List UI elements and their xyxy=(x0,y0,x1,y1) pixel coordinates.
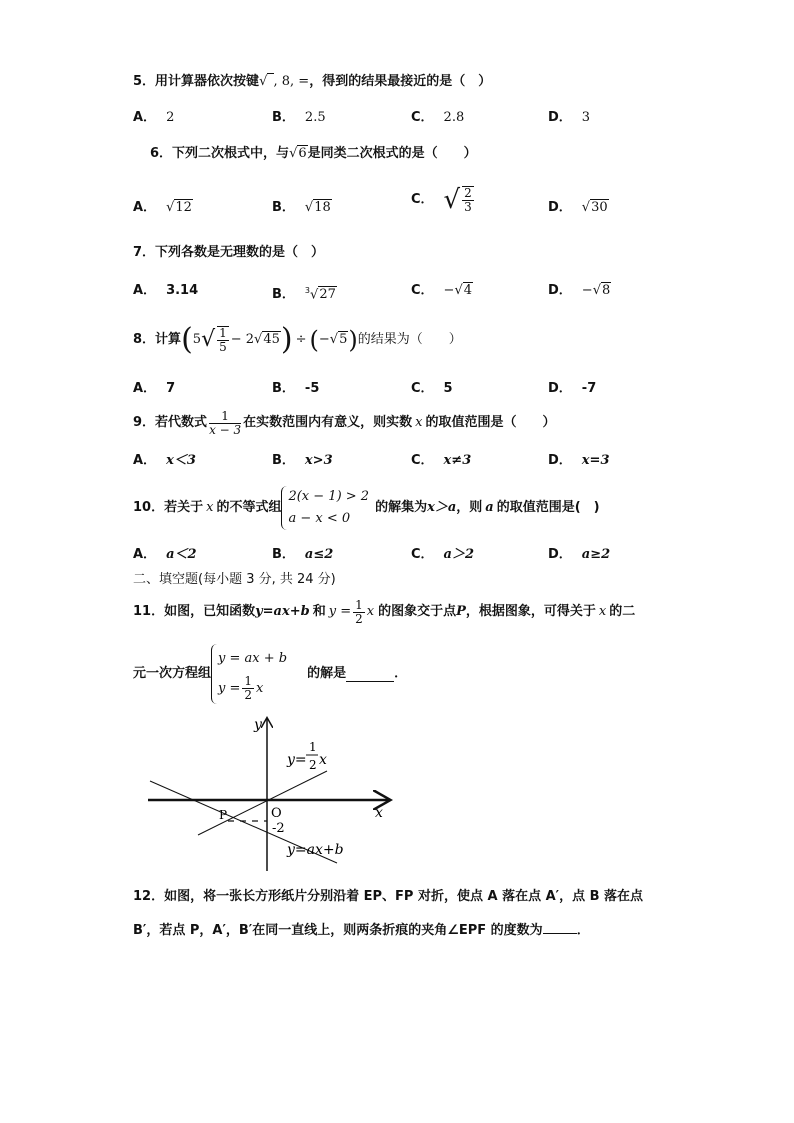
q7-stem: 7．下列各数是无理数的是（ ） xyxy=(133,245,325,260)
q10-stem: 10．若关于 x 的不等式组 2(x − 1) > 2 a − x < 0 的解集为x＞a，则 a 的取值范围是( ) xyxy=(133,484,600,532)
q12-answer-blank[interactable] xyxy=(543,920,577,934)
q9-number: 9． xyxy=(133,415,156,430)
q11-graph-figure xyxy=(140,713,400,873)
origin-label: O xyxy=(271,806,282,821)
q7-option-d[interactable]: D． −√8 xyxy=(548,283,611,298)
line1-label-num: 1 xyxy=(309,740,317,754)
q6-option-d[interactable]: D． √30 xyxy=(548,200,608,215)
q10-option-c[interactable]: C． a＞2 xyxy=(411,547,475,562)
q8-option-d[interactable]: D． -7 xyxy=(548,381,597,396)
q10-option-d[interactable]: D． a≥2 xyxy=(548,547,611,562)
q11-stem-line2: 元一次方程组 y = ax + b y = $\frac{1}{2}$ x 的解是 ． xyxy=(133,642,407,706)
q6-number: 6． xyxy=(150,146,173,161)
q10-option-a[interactable]: A． a＜2 xyxy=(133,547,197,562)
point-p-label: P xyxy=(219,808,228,822)
line-half-x xyxy=(198,771,327,835)
q5-stem xyxy=(133,73,491,91)
q8-stem: 8．计算(5√ $\frac{1}{5}$ − 2√45) ÷ (−√5)的结果为（ ） xyxy=(133,322,462,357)
q6-option-c[interactable]: C． √ $\frac{2}{3}$ xyxy=(411,185,472,215)
q11-stem-line1: 11．如图，已知函数y=ax+b 和 y = $\frac{1}{2}$ x 的图象交于点P，根据图象，可得关于 x 的二 xyxy=(133,597,636,626)
q9-option-c[interactable]: C． x≠3 xyxy=(411,453,472,468)
q7-option-c[interactable]: C． −√4 xyxy=(411,283,473,298)
x-axis-label: x xyxy=(375,805,383,821)
q5-option-a[interactable]: A． 2 xyxy=(133,110,175,125)
q7-number: 7． xyxy=(133,245,156,260)
q9-option-b[interactable]: B． x>3 xyxy=(272,453,333,468)
q7-option-b[interactable]: B． $^3$√27 xyxy=(272,286,336,303)
q5-number: 5． xyxy=(133,74,156,89)
q8-option-b[interactable]: B． -5 xyxy=(272,381,320,396)
q5-option-b[interactable]: B． 2.5 xyxy=(272,110,326,125)
q10-option-b[interactable]: B． a≤2 xyxy=(272,547,334,562)
q9-option-a[interactable]: A． x＜3 xyxy=(133,453,196,468)
q10-inequality-system: 2(x − 1) > 2 a − x < 0 xyxy=(281,486,369,530)
q5-keys: , 8, = xyxy=(273,74,310,89)
q8-option-a[interactable]: A． 7 xyxy=(133,381,176,396)
y-intercept-label: -2 xyxy=(272,821,285,836)
q12-number: 12． xyxy=(133,889,165,904)
q6-option-b[interactable]: B． √18 xyxy=(272,200,331,215)
q6-radical: √6 xyxy=(289,146,307,161)
q12-stem-line2: B′，若点 P，A′，B′在同一直线上，则两条折痕的夹角∠EPF 的度数为 ． xyxy=(133,920,590,940)
q10-number: 10． xyxy=(133,500,165,515)
q11-number: 11． xyxy=(133,604,165,619)
line2-label: y=ax+b xyxy=(287,842,344,858)
q6-option-a[interactable]: A． √12 xyxy=(133,200,192,215)
section-heading: 二、填空题(每小题 3 分, 共 24 分) xyxy=(133,572,336,587)
q5-post: ，得到的结果最接近的是（ ） xyxy=(309,74,492,89)
sqrt-key-icon: √ xyxy=(259,73,273,89)
q8-option-c[interactable]: C． 5 xyxy=(411,381,453,396)
q5-option-d[interactable]: D． 3 xyxy=(548,110,591,125)
q8-number: 8． xyxy=(133,332,156,347)
q11-equation-system: y = ax + b y = $\frac{1}{2}$ x xyxy=(211,644,287,704)
line1-label-pre: y= xyxy=(287,752,307,768)
q9-stem: 9．若代数式 $\frac{1}{x - 3}$ 在实数范围内有意义，则实数 x 的取值范围是（ ） xyxy=(133,408,556,437)
y-axis-label: y xyxy=(254,717,262,733)
q9-option-d[interactable]: D． x=3 xyxy=(548,453,610,468)
line1-label-var: x xyxy=(319,752,327,768)
q11-answer-blank[interactable] xyxy=(346,667,394,682)
q5-option-c[interactable]: C． 2.8 xyxy=(411,110,465,125)
q12-stem-line1: 12．如图，将一张长方形纸片分别沿着 EP、FP 对折，使点 A 落在点 A′，点 B 落在点 xyxy=(133,889,644,904)
q6-stem: 6．下列二次根式中，与√6是同类二次根式的是（ ） xyxy=(150,146,477,161)
q7-option-a[interactable]: A． 3.14 xyxy=(133,283,199,298)
q5-pre: 用计算器依次按键 xyxy=(155,74,260,89)
line1-label-den: 2 xyxy=(309,758,317,772)
